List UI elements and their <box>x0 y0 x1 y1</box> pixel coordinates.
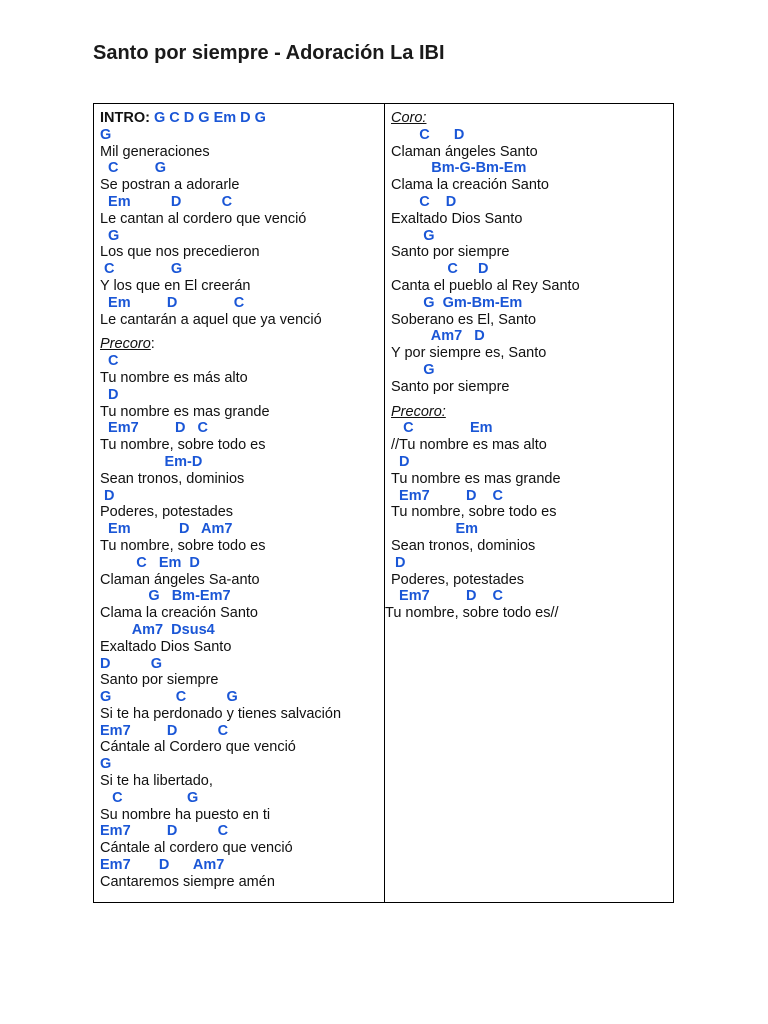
lyric-line: Tu nombre, sobre todo es// <box>385 605 559 622</box>
chord-line: G <box>391 361 435 378</box>
section-label <box>391 110 671 127</box>
right-column <box>385 110 671 622</box>
chord-line: C D <box>391 193 457 210</box>
lyric-line: Tu nombre es más alto <box>100 369 248 386</box>
chord-line: C D <box>391 126 465 143</box>
lyric-line: Cantaremos siempre amén <box>100 873 275 890</box>
chord-line: C D <box>391 261 489 278</box>
lyric-line: Exaltado Dios Santo <box>100 638 232 655</box>
chord-line: Em D C <box>100 294 245 311</box>
section-label <box>100 336 380 353</box>
lyric-line: Sean tronos, dominios <box>100 470 245 487</box>
lyric-line: Exaltado Dios Santo <box>391 210 523 227</box>
lyric-line: Los que nos precedieron <box>100 244 260 261</box>
left-column <box>100 110 380 891</box>
section-label <box>391 404 671 421</box>
chord-line: D <box>100 386 119 403</box>
lyric-line: Mil generaciones <box>100 143 210 160</box>
lyric-line: Santo por siempre <box>100 672 219 689</box>
lyric-line: //Tu nombre es mas alto <box>391 437 547 454</box>
intro-label: INTRO: <box>100 110 154 126</box>
chord-line: G <box>100 126 112 143</box>
lyric-line: Su nombre ha puesto en ti <box>100 806 271 823</box>
lyric-line: Tu nombre, sobre todo es <box>100 537 266 554</box>
chord-line: Em7 D C <box>391 487 503 504</box>
intro-chords: G C D G Em D G <box>153 110 266 126</box>
section-label-text: Precoro <box>100 336 151 353</box>
lyric-line: Le cantarán a aquel que ya venció <box>100 311 322 328</box>
chord-line: G Gm-Bm-Em <box>391 294 523 311</box>
chord-line: D <box>391 554 406 571</box>
chord-line: G Bm-Em7 <box>100 588 231 605</box>
chord-line: G <box>100 756 112 773</box>
chord-line: Em7 D C <box>391 588 503 605</box>
section-label-text: Coro: <box>391 110 427 126</box>
chord-line: Em7 D C <box>100 823 229 840</box>
lyric-line: Tu nombre es mas grande <box>100 403 270 420</box>
lyric-line: Claman ángeles Sa-anto <box>100 571 260 588</box>
chord-line: Em D C <box>100 193 233 210</box>
chord-line: C G <box>100 261 183 278</box>
chord-line: C Em D <box>100 554 200 571</box>
chord-line: Em7 D C <box>100 420 208 437</box>
lyric-line: Cántale al Cordero que venció <box>100 739 296 756</box>
lyric-line: Poderes, potestades <box>100 504 234 521</box>
chord-line: C Em <box>391 420 493 437</box>
lyric-line: Tu nombre, sobre todo es <box>100 437 266 454</box>
lyric-line: Tu nombre es mas grande <box>391 470 561 487</box>
lyric-line: Claman ángeles Santo <box>391 143 538 160</box>
lyric-line: Santo por siempre <box>391 378 510 395</box>
song-table <box>93 103 674 903</box>
chord-line: D <box>100 487 115 504</box>
lyric-line: Y los que en El creerán <box>100 277 251 294</box>
chord-line: Bm-G-Bm-Em <box>391 160 527 177</box>
lyric-line: Canta el pueblo al Rey Santo <box>391 277 580 294</box>
lyric-line: Tu nombre, sobre todo es <box>391 504 557 521</box>
lyric-line: Le cantan al cordero que venció <box>100 210 307 227</box>
lyric-line: Y por siempre es, Santo <box>391 345 547 362</box>
chord-line: D G <box>100 655 163 672</box>
page-title: Santo por siempre - Adoración La IBI <box>93 42 445 64</box>
lyric-line: Soberano es El, Santo <box>391 311 537 328</box>
lyric-line: Sean tronos, dominios <box>391 537 536 554</box>
lyric-line: Si te ha libertado, <box>100 773 213 790</box>
section-gap <box>391 396 671 404</box>
intro-line <box>100 110 380 127</box>
chord-line: Em <box>391 521 479 538</box>
chord-line: Am7 D <box>391 328 485 345</box>
chord-line: Em7 D Am7 <box>100 857 225 874</box>
chord-line: Em7 D C <box>100 722 229 739</box>
section-label-text: Precoro: <box>391 403 446 420</box>
chord-line: Am7 Dsus4 <box>100 621 215 638</box>
lyric-line: Cántale al cordero que venció <box>100 840 293 857</box>
section-gap <box>100 328 380 336</box>
lyric-line: Santo por siempre <box>391 244 510 261</box>
lyric-line: Clama la creación Santo <box>100 605 258 622</box>
section-label-suffix: : <box>150 336 155 353</box>
lyric-line: Poderes, potestades <box>391 571 525 588</box>
chord-line: D <box>391 453 410 470</box>
chord-line: Em D Am7 <box>100 521 233 538</box>
chord-line: C G <box>100 789 199 806</box>
lyric-line: Clama la creación Santo <box>391 177 549 194</box>
chord-line: C <box>100 353 119 370</box>
chord-line: Em-D <box>100 453 203 470</box>
column-divider <box>384 104 385 902</box>
lyric-line: Si te ha perdonado y tienes salvación <box>100 705 342 722</box>
chord-line: G <box>391 227 435 244</box>
chord-line: C G <box>100 160 167 177</box>
lyric-line: Se postran a adorarle <box>100 177 240 194</box>
chord-line: G C G <box>100 689 238 706</box>
chord-line: G <box>100 227 120 244</box>
